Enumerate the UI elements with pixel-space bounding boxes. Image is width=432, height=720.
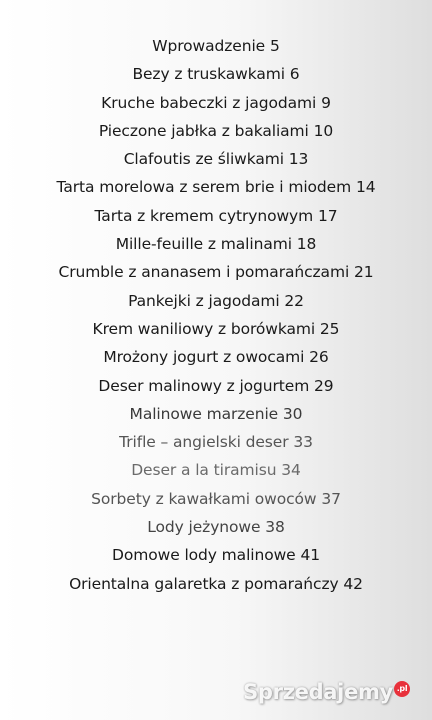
toc-entry-page: 41 — [300, 546, 320, 565]
toc-entry-page: 10 — [313, 121, 334, 140]
toc-entry — [0, 145, 432, 173]
toc-entry-page: 26 — [309, 348, 329, 367]
toc-entry-title: Pieczone jabłka z bakaliami — [98, 121, 309, 140]
table-of-contents — [0, 32, 432, 598]
toc-entry-page: 14 — [355, 178, 376, 197]
toc-entry — [0, 315, 432, 343]
toc-entry-title: Deser malinowy z jogurtem — [98, 376, 310, 395]
toc-entry-page: 13 — [288, 150, 309, 169]
toc-entry — [0, 570, 432, 598]
toc-entry-title: Trifle – angielski deser — [119, 433, 289, 452]
toc-entry — [0, 400, 432, 428]
toc-entry-title: Bezy z truskawkami — [132, 65, 285, 84]
toc-entry-title: Orientalna galaretka z pomarańczy — [69, 574, 339, 593]
toc-entry-title: Clafoutis ze śliwkami — [123, 150, 284, 169]
toc-entry-page: 29 — [314, 376, 334, 395]
toc-entry-page: 22 — [284, 291, 304, 310]
toc-entry-page: 6 — [289, 65, 300, 84]
toc-entry-page: 21 — [353, 263, 374, 282]
toc-entry-title: Tarta z kremem cytrynowym — [94, 206, 314, 225]
watermark-logo — [243, 680, 410, 704]
toc-entry — [0, 428, 432, 456]
toc-entry-page: 9 — [321, 93, 331, 112]
toc-entry — [0, 541, 432, 569]
toc-entry — [0, 230, 432, 258]
toc-entry-title: Kruche babeczki z jagodami — [101, 93, 317, 112]
toc-entry — [0, 456, 432, 484]
toc-entry-page: 5 — [269, 37, 280, 55]
toc-entry — [0, 32, 432, 60]
toc-entry-title: Deser a la tiramisu — [131, 461, 277, 480]
toc-entry-page: 30 — [282, 404, 303, 423]
toc-entry — [0, 513, 432, 541]
toc-entry — [0, 89, 432, 117]
toc-entry-title: Pankejki z jagodami — [128, 291, 280, 310]
toc-entry-title: Malinowe marzenie — [129, 404, 279, 423]
toc-entry — [0, 117, 432, 145]
toc-entry-title: Sorbety z kawałkami owoców — [91, 489, 317, 508]
toc-entry-page: 37 — [321, 489, 341, 508]
toc-entry — [0, 60, 432, 88]
toc-entry-page: 38 — [265, 518, 285, 537]
toc-entry-page: 34 — [281, 461, 301, 480]
toc-entry-title: Lody jeżynowe — [147, 518, 261, 537]
toc-entry — [0, 173, 432, 201]
toc-entry — [0, 343, 432, 371]
toc-entry-page: 18 — [296, 235, 317, 254]
toc-entry — [0, 372, 432, 400]
toc-entry — [0, 485, 432, 513]
watermark-badge-icon: .pl — [394, 681, 410, 697]
toc-entry-title: Tarta morelowa z serem brie i miodem — [56, 178, 352, 197]
toc-entry-title: Crumble z ananasem i pomarańczami — [58, 263, 350, 282]
toc-entry — [0, 258, 432, 286]
toc-entry-title: Krem waniliowy z borówkami — [92, 319, 316, 338]
toc-entry-title: Mille-feuille z malinami — [115, 235, 292, 254]
toc-entry-page: 25 — [319, 319, 340, 338]
toc-entry-page: 42 — [343, 574, 363, 593]
toc-entry-title: Mrożony jogurt z owocami — [103, 348, 305, 367]
toc-entry-title: Domowe lody malinowe — [112, 546, 296, 565]
toc-entry-page: 17 — [317, 206, 338, 225]
toc-entry — [0, 202, 432, 230]
toc-entry-page: 33 — [293, 433, 313, 452]
toc-entry-title: Wprowadzenie — [152, 37, 266, 55]
toc-entry — [0, 287, 432, 315]
watermark-text: Sprzedajemy — [243, 680, 393, 704]
